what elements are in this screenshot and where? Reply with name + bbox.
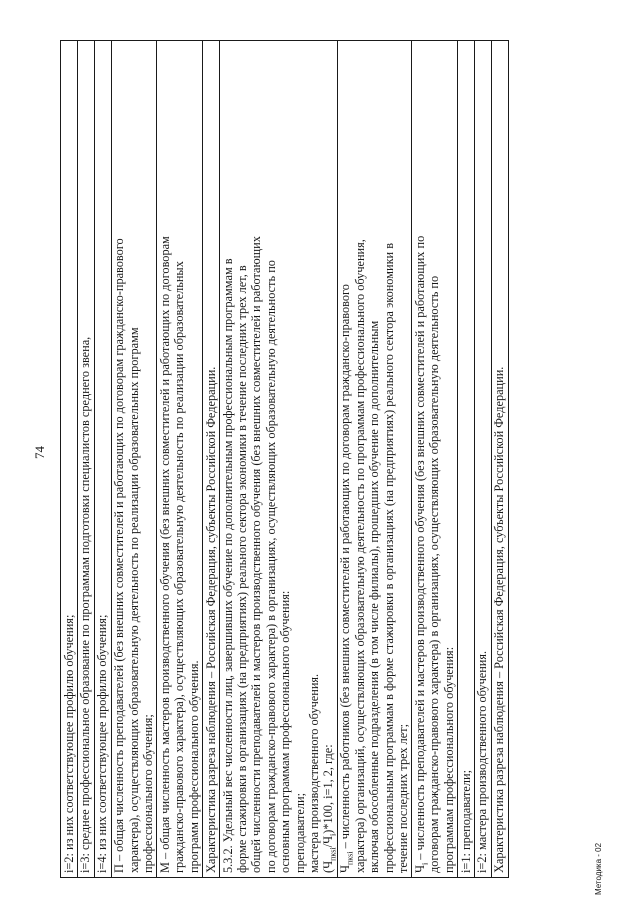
table-row xyxy=(77,41,94,878)
text-line: i=1: преподаватели; xyxy=(458,769,473,873)
rotated-content xyxy=(60,40,582,878)
text-line: профессиональным программам в форме стажировки в организациях (на предприятиях) реального сектора экономики в xyxy=(381,242,396,873)
text-line: по договорам гражданско-правового характера) в организациях, осуществляющих образовательную деятельность по xyxy=(263,260,278,873)
text-line: включая обособленные подразделения (в том числе филиалы), прошедших обучение по дополнительным xyxy=(367,320,382,873)
table-row xyxy=(203,41,220,878)
text-line: профессионального обучения; xyxy=(141,714,156,873)
table-cell xyxy=(474,41,491,878)
table-row xyxy=(94,41,111,878)
table-cell xyxy=(157,41,203,878)
table-cell xyxy=(111,41,157,878)
text-line xyxy=(338,45,355,873)
text-line: течение последних трех лет; xyxy=(395,723,410,873)
text-line: характера), осуществляющих образовательную деятельность по реализации образовательных программ xyxy=(126,327,141,873)
text-line: i=2: мастера производственного обучения. xyxy=(475,650,490,873)
text-line: основным программам профессионального обучения: xyxy=(278,590,293,873)
text-line: мастера производственного обучения. xyxy=(307,673,321,873)
table-row xyxy=(412,41,458,878)
text-line xyxy=(412,45,430,873)
table-cell xyxy=(220,41,338,878)
table-row xyxy=(220,41,338,878)
table-cell xyxy=(412,41,458,878)
table-cell xyxy=(77,41,94,878)
footer-label: Методика - 02 xyxy=(594,842,603,895)
formula-mid: /Ч xyxy=(321,835,336,848)
table-row xyxy=(474,41,491,878)
symbol-sub: пкsi xyxy=(345,851,355,865)
formula xyxy=(321,45,338,873)
text-line: программ профессионального обучения. xyxy=(186,660,201,873)
rotated-content-inner xyxy=(60,40,582,878)
table-row xyxy=(458,41,475,878)
formula-prefix: (Ч xyxy=(321,860,336,873)
table-row xyxy=(491,41,508,878)
table-row xyxy=(61,41,78,878)
text-line: преподаватели; xyxy=(292,792,307,873)
text-line: гражданско-правового характера), осуществляющих образовательную деятельность по реализации образовательных xyxy=(172,261,187,873)
table-cell xyxy=(61,41,78,878)
table-row xyxy=(337,41,412,878)
table-row xyxy=(111,41,157,878)
text-line: Характеристика разреза наблюдения – Российская Федерация, субъекты Российской Федерации. xyxy=(492,366,507,873)
text-line: П – общая численность преподавателей (без внешних совместителей и работающих по договорам гражданско-правового xyxy=(112,238,127,873)
definition-text: – численность преподавателей и мастеров производственного обучения (без внешних совместителей и работающих по xyxy=(412,235,427,863)
text-line: 5.3.2. Удельный вес численности лиц, завершивших обучение по дополнительным профессиональным программам в xyxy=(220,258,235,873)
formula-sub: пкsi xyxy=(328,847,338,861)
page-number: 74 xyxy=(32,446,47,459)
text-line: i=4: из них соответствующее профилю обучения; xyxy=(95,614,110,873)
table-cell xyxy=(458,41,475,878)
symbol: Ч xyxy=(338,865,353,873)
text-line: общей численности преподавателей и мастеров производственного обучения (без внешних совместителей и работающих xyxy=(249,236,264,873)
indicator-table xyxy=(60,40,509,878)
text-line: М – общая численность мастеров производственного обучения (без внешних совместителей и работающих по договорам xyxy=(157,236,172,873)
formula-sub: i xyxy=(328,833,338,836)
text-line: договорам гражданско-правового характера) в организациях, осуществляющих образовательную деятельность по xyxy=(427,275,442,873)
symbol: Ч xyxy=(412,865,427,873)
text-line: i=2: из них соответствующее профилю обучения; xyxy=(61,614,76,873)
text-line: i=3: среднее профессиональное образование по программам подготовки специалистов среднего звена, xyxy=(78,336,93,873)
text-line: характера) организаций, осуществляющих образовательную деятельность по программам профессионального обучения, xyxy=(352,239,367,873)
table-cell xyxy=(94,41,111,878)
text-line: Характеристика разреза наблюдения – Российская Федерация, субъекты Российской Федерации. xyxy=(203,366,218,873)
table-cell xyxy=(203,41,220,878)
table-cell xyxy=(491,41,508,878)
table-cell xyxy=(337,41,412,878)
text-line: форме стажировки в организациях (на предприятиях) реального сектора экономики в течение последних трех лет, в xyxy=(234,265,249,873)
definition-text: – численность работников (без внешних совместителей и работающих по договорам гражданско-правового xyxy=(338,284,353,852)
text-line: программам профессионального обучения: xyxy=(441,646,456,873)
table-row xyxy=(157,41,203,878)
formula-suffix: )*100, i=1, 2, где: xyxy=(321,744,336,834)
symbol-sub: i xyxy=(420,862,430,865)
